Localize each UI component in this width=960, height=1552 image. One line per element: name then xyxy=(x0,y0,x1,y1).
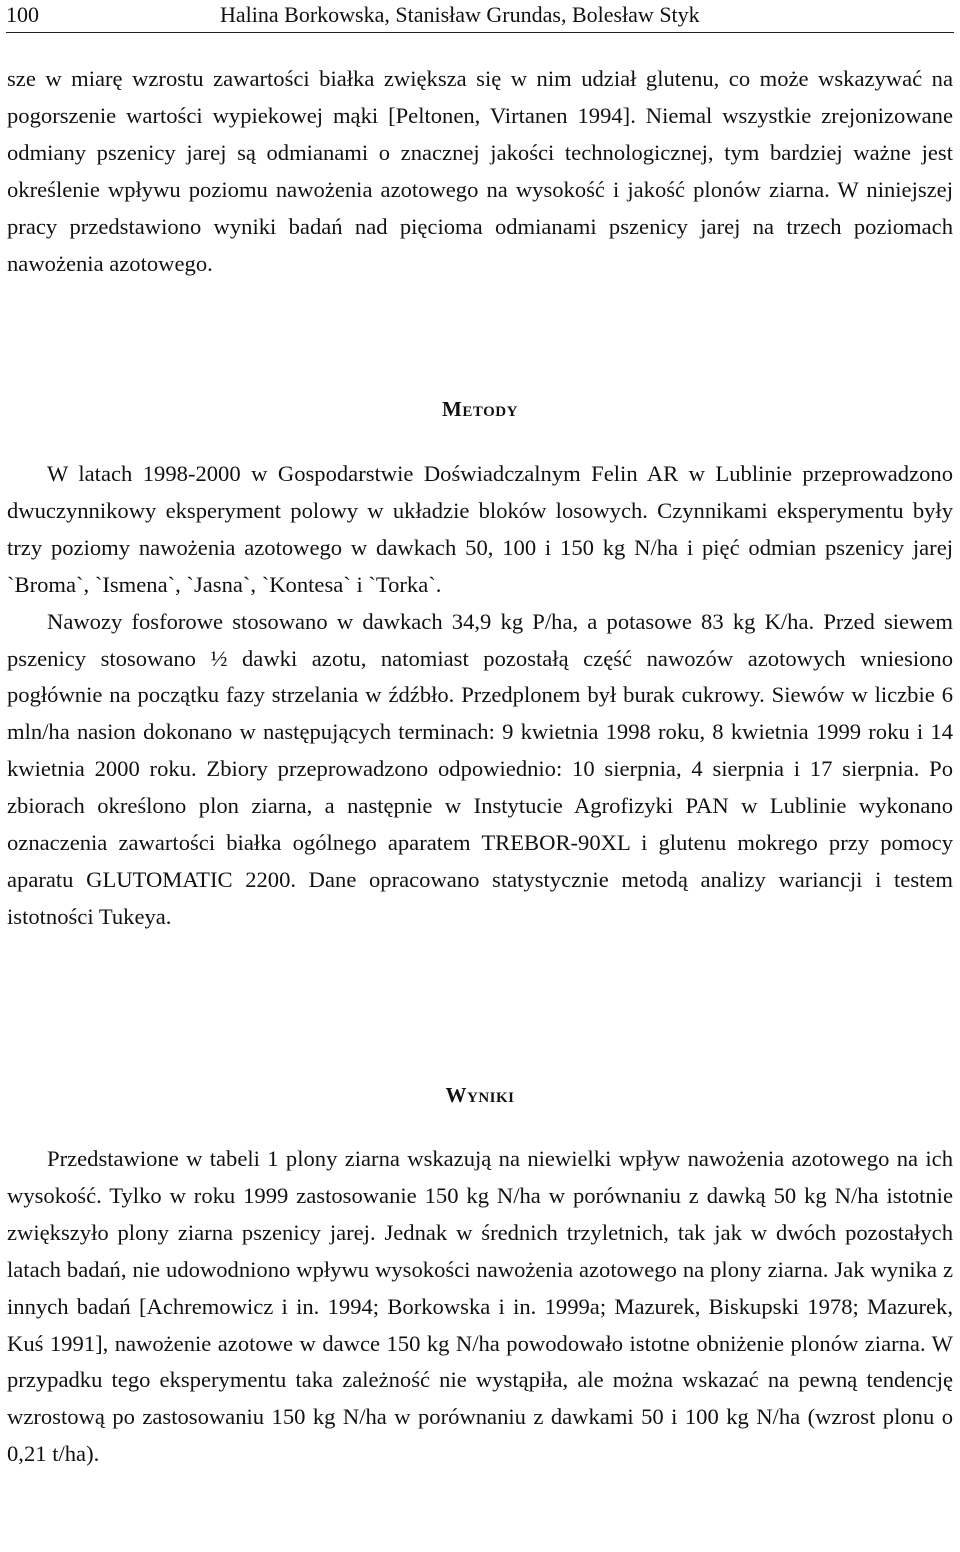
running-header xyxy=(6,0,954,33)
section-heading-wyniki: Wyniki xyxy=(445,1083,515,1107)
wyniki-paragraph: Przedstawione w tabeli 1 plony ziarna wskazują na niewielki wpływ nawożenia azotowego na ich wysokość. Tylko w roku 1999 zastosowanie 150 kg N/ha w porównaniu z dawką 50 kg N/ha istotnie zwiększyło plony ziarna pszenicy jarej. Jednak w średnich trzyletnich, tak jak w dwóch pozostałych latach badań, nie udowodniono wpływu wysokości nawożenia azotowego na plony ziarna. Jak wynika z innych badań [Achremowicz i in. 1994; Borkowska i in. 1999a; Mazurek, Biskupski 1978; Mazurek, Kuś 1991], nawożenie azotowe w dawce 150 kg N/ha powodowało istotne obniżenie plonów ziarna. W przypadku tego eksperymentu taka zależność nie wystąpiła, ale można wskazać na pewną tendencję wzrostową po zastosowaniu 150 kg N/ha w porównaniu z dawkami 50 i 100 kg N/ha (wzrost plonu o 0,21 t/ha). xyxy=(7,1146,953,1467)
intro-text xyxy=(7,61,953,282)
section-heading-metody: Metody xyxy=(442,397,518,421)
wyniki-text xyxy=(7,1141,953,1473)
page-number: 100 xyxy=(6,2,39,27)
metody-paragraph-1: W latach 1998-2000 w Gospodarstwie Doświadczalnym Felin AR w Lublinie przeprowadzono dwuczynnikowy eksperyment polowy w układzie bloków losowych. Czynnikami eksperymentu były trzy poziomy nawożenia azotowego w dawkach 50, 100 i 150 kg N/ha i pięć odmian pszenicy jarej `Broma`, `Ismena`, `Jasna`, `Kontesa` i `Torka`. xyxy=(7,461,953,597)
metody-text xyxy=(7,456,953,936)
metody-paragraph-2: Nawozy fosforowe stosowano w dawkach 34,9 kg P/ha, a potasowe 83 kg K/ha. Przed siewem pszenicy stosowano ½ dawki azotu, natomiast pozostałą część nawozów azotowych wniesiono pogłównie na początku fazy strzelania w źdźbło. Przedplonem był burak cukrowy. Siewów w liczbie 6 mln/ha nasion dokonano w następujących terminach: 9 kwietnia 1998 roku, 8 kwietnia 1999 roku i 14 kwietnia 2000 roku. Zbiory przeprowadzono odpowiednio: 10 sierpnia, 4 sierpnia i 17 sierpnia. Po zbiorach określono plon ziarna, a następnie w Instytucie Agrofizyki PAN w Lublinie wykonano oznaczenia zawartości białka ogólnego aparatem TREBOR-90XL i glutenu mokrego przy pomocy aparatu GLUTOMATIC 2200. Dane opracowano statystycznie metodą analizy wariancji i testem istotności Tukeya. xyxy=(7,608,953,929)
header-authors: Halina Borkowska, Stanisław Grundas, Bolesław Styk xyxy=(220,2,700,27)
intro-paragraph: sze w miarę wzrostu zawartości białka zwiększa się w nim udział glutenu, co może wskazywać na pogorszenie wartości wypiekowej mąki [Peltonen, Virtanen 1994]. Niemal wszystkie zrejonizowane odmiany pszenicy jarej są odmianami o znacznej jakości technologicznej, tym bardziej ważne jest określenie wpływu poziomu nawożenia azotowego na wysokość i jakość plonów ziarna. W niniejszej pracy przedstawiono wyniki badań nad pięcioma odmianami pszenicy jarej na trzech poziomach nawożenia azotowego. xyxy=(7,66,953,276)
